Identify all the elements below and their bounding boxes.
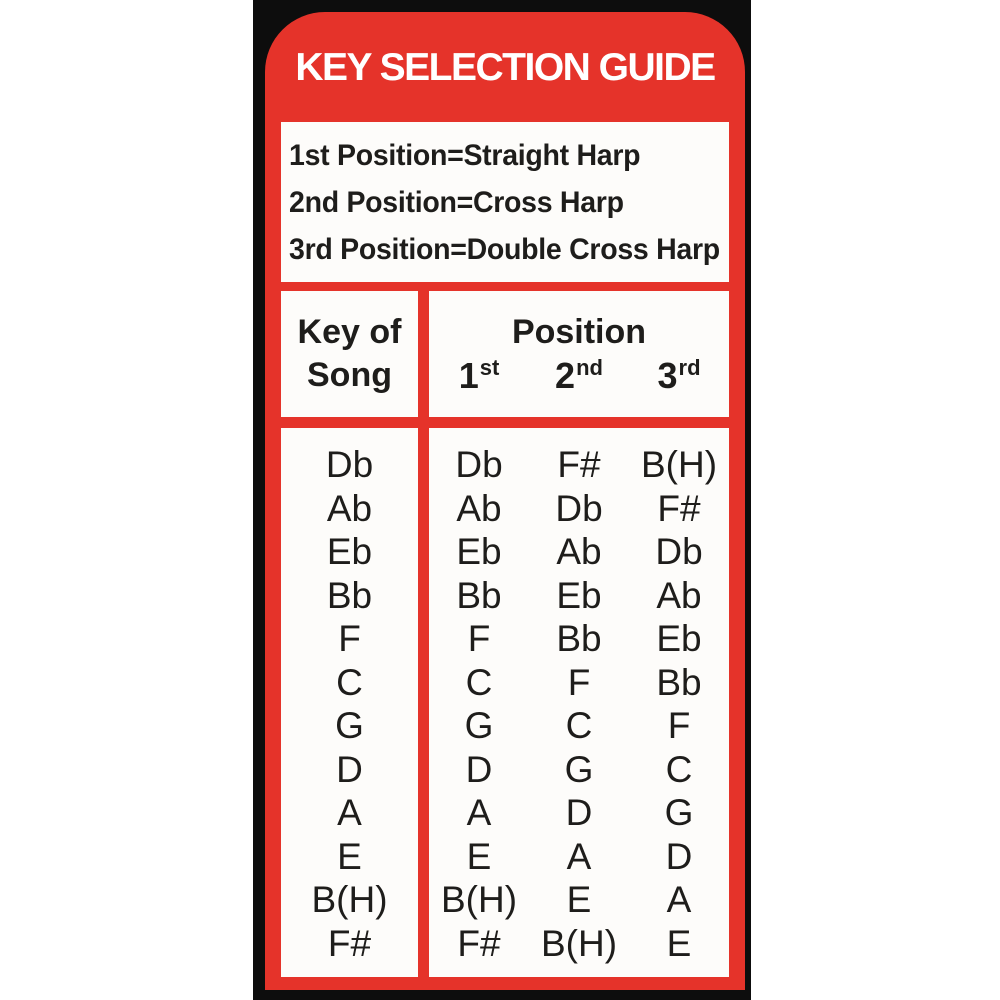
legend-line-3rd-position: 3rd Position=Double Cross Harp [289,232,720,266]
position-cell: C [665,748,693,790]
position-cell: B(H) [540,922,618,964]
key-selection-guide-card [265,12,745,990]
key-cell: E [337,835,362,877]
key-cell: G [335,705,364,746]
position-cell: D [665,835,693,877]
position-cell: Eb [456,531,502,572]
position-cell: Ab [456,487,502,529]
key-cell: Eb [326,531,373,572]
page-title: KEY SELECTION GUIDE [295,46,715,89]
position-cell: Bb [456,574,502,616]
position-cell: C [465,661,493,703]
position-cell: E [666,922,692,964]
position-cell: F [467,618,491,659]
position-cell: Db [655,531,703,572]
legend-line-2nd-position: 2nd Position=Cross Harp [289,185,624,219]
key-of-song-header [281,291,418,417]
position-cell: E [566,879,592,920]
key-of-song-header-line1: Key of [297,313,402,351]
legend-line-1st-position: 1st Position=Straight Harp [289,138,641,172]
position-cell: Ab [556,531,602,572]
position-cell: A [566,835,592,877]
position-legend-box [281,122,729,282]
key-cell: Db [325,444,374,485]
position-cell: C [565,705,593,746]
position-cell: F# [457,922,501,964]
ordinal-2nd: 2nd [555,355,603,396]
key-of-song-column [281,428,418,977]
key-cell: F# [327,922,372,964]
key-cell: A [337,792,362,833]
position-cell: Eb [556,574,602,616]
position-cell: B(H) [440,879,518,920]
key-cell: F [338,618,361,659]
position-cell: Eb [656,618,702,659]
position-header-label: Position [511,313,647,351]
position-cell: F# [657,487,701,529]
position-header-cell [429,291,729,417]
key-cell: Ab [326,487,373,529]
position-cell: Ab [656,574,702,616]
position-cell: Bb [556,618,602,659]
position-cell: A [466,792,492,833]
position-cell: F [667,705,691,746]
key-cell: D [336,748,363,790]
position-cell: G [564,748,594,790]
key-of-song-header-line2: Song [307,356,392,394]
position-cell: Db [555,487,603,529]
position-cell: B(H) [640,444,718,485]
position-cell: G [464,705,494,746]
position-cell: F [567,661,591,703]
position-cell: A [666,879,692,920]
position-cell: F# [557,444,601,485]
positions-column-group [429,428,729,977]
position-cell: D [465,748,493,790]
position-cell: E [466,835,492,877]
position-cell: G [664,792,694,833]
ordinal-1st: 1st [458,355,500,396]
key-cell: C [336,661,363,703]
position-cell: Db [455,444,503,485]
position-cell: D [565,792,593,833]
position-ordinals-row [429,354,729,398]
ordinal-3rd: 3rd [657,355,701,396]
key-cell: Bb [326,574,373,616]
key-position-table [281,291,729,977]
key-cell: B(H) [311,879,388,920]
black-backdrop [253,0,751,1000]
position-cell: Bb [656,661,702,703]
